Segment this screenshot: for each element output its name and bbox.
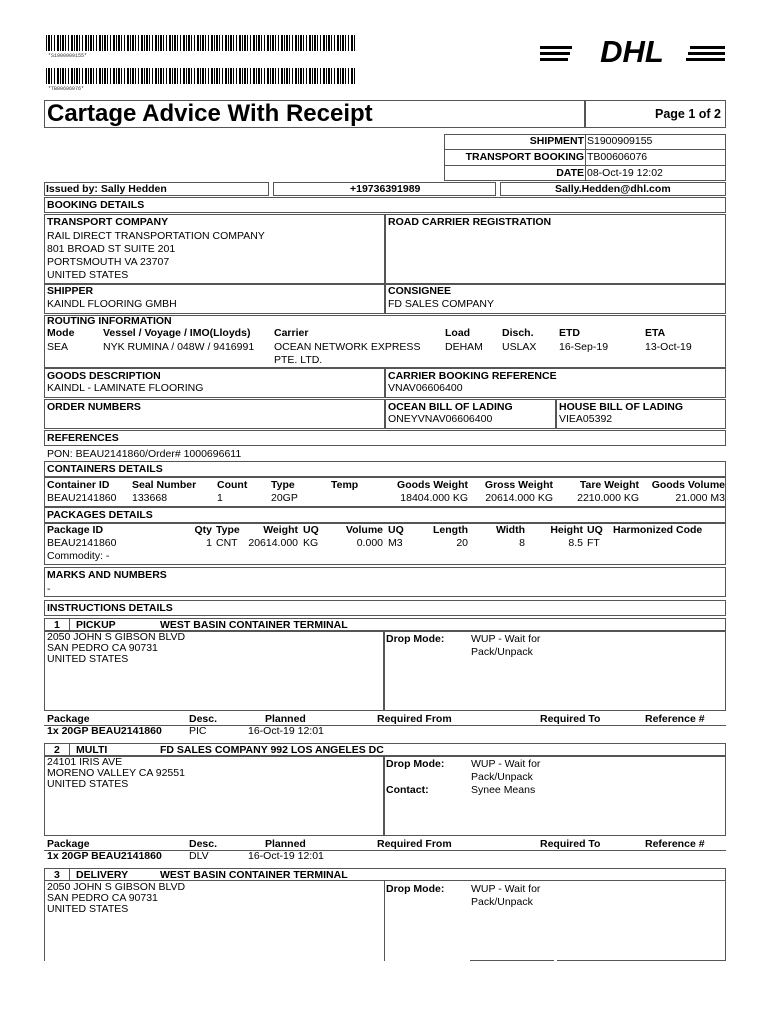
marks-label: MARKS AND NUMBERS: [47, 569, 167, 581]
instruction-2-pkg: 1x 20GP BEAU2141860: [47, 850, 162, 862]
instruction-3-addr-1: 2050 JOHN S GIBSON BLVD: [47, 881, 186, 893]
containers-tw: 2210.000 KG: [577, 492, 639, 504]
date-label: DATE: [556, 167, 584, 179]
packages-h-volume: Volume: [345, 524, 383, 536]
shipper-value: KAINDL FLOORING GMBH: [47, 298, 177, 310]
instruction-1-planned: 16-Oct-19 12:01: [248, 725, 324, 737]
barcode-booking: [46, 68, 356, 84]
instruction-2-contact-label: Contact:: [386, 784, 429, 796]
instruction-1-type: PICKUP: [76, 619, 116, 631]
instruction-2-drop-1: WUP - Wait for: [471, 758, 541, 770]
instruction-1-h-ref: Reference #: [645, 713, 705, 725]
dhl-logo: [540, 36, 725, 66]
instruction-1-header: [44, 618, 726, 631]
containers-gv: 21.000 M3: [675, 492, 725, 504]
instruction-2-number: 2: [54, 744, 60, 756]
packages-h-hc: Harmonized Code: [613, 524, 703, 536]
instruction-3-left-border: [44, 881, 45, 961]
date-value: 08-Oct-19 12:02: [587, 167, 663, 179]
instruction-2-drop-label: Drop Mode:: [386, 758, 445, 770]
packages-uq3: FT: [587, 537, 600, 549]
instruction-2-h-req-to: Required To: [540, 838, 601, 850]
instruction-3-addr-2: SAN PEDRO CA 90731: [47, 892, 158, 904]
packages-h-width: Width: [495, 524, 525, 536]
packages-h-height: Height: [550, 524, 583, 536]
instruction-1-drop-label: Drop Mode:: [386, 633, 445, 645]
containers-h-count: Count: [217, 479, 248, 491]
packages-h-qty: Qty: [194, 524, 212, 536]
routing-carrier-1: OCEAN NETWORK EXPRESS: [274, 341, 421, 353]
instruction-3-addr-3: UNITED STATES: [47, 903, 129, 915]
instruction-2-contact: Synee Means: [471, 784, 536, 796]
instructions-label: INSTRUCTIONS DETAILS: [47, 602, 173, 614]
email: Sally.Hedden@dhl.com: [555, 183, 671, 195]
routing-h-carrier: Carrier: [274, 327, 309, 339]
routing-etd: 16-Sep-19: [559, 341, 609, 353]
instruction-3-name: WEST BASIN CONTAINER TERMINAL: [160, 869, 348, 881]
consignee-value: FD SALES COMPANY: [388, 298, 494, 310]
instruction-3-header: [44, 868, 726, 881]
packages-volume: 0.000: [356, 537, 383, 549]
instruction-1-drop-2: Pack/Unpack: [471, 646, 533, 658]
packages-h-type: Type: [216, 524, 240, 536]
transport-company-label: TRANSPORT COMPANY: [47, 216, 169, 228]
transport-booking-label: TRANSPORT BOOKING: [465, 151, 584, 163]
instruction-3-divider: [384, 881, 385, 961]
instruction-2-drop-2: Pack/Unpack: [471, 771, 533, 783]
instruction-1-addr-1: 2050 JOHN S GIBSON BLVD: [47, 631, 186, 643]
packages-h-length: Length: [433, 524, 468, 536]
instruction-1-number: 1: [54, 619, 60, 631]
containers-h-grw: Gross Weight: [484, 479, 553, 491]
instruction-3-right-border: [725, 881, 726, 961]
order-numbers-label: ORDER NUMBERS: [47, 401, 141, 413]
containers-count: 1: [217, 492, 223, 504]
packages-commodity: Commodity: -: [47, 550, 110, 562]
ocean-bl-value: ONEYVNAV06606400: [388, 413, 493, 425]
containers-h-id: Container ID: [47, 479, 110, 491]
containers-type: 20GP: [271, 492, 298, 504]
containers-seal: 133668: [132, 492, 168, 504]
instruction-2-addr-1: 24101 IRIS AVE: [47, 756, 123, 768]
carrier-booking-value: VNAV06606400: [388, 382, 463, 394]
instruction-1-h-req-to: Required To: [540, 713, 601, 725]
transport-booking-value: TB00606076: [587, 151, 648, 163]
containers-h-gv: Goods Volume: [651, 479, 725, 491]
instruction-1-h-package: Package: [47, 713, 90, 725]
routing-h-vessel: Vessel / Voyage / IMO(Lloyds): [103, 327, 251, 339]
packages-h-uq: UQ: [303, 524, 319, 536]
containers-h-type: Type: [271, 479, 295, 491]
routing-vessel: NYK RUMINA / 048W / 9416991: [103, 341, 255, 353]
packages-h-uq2: UQ: [388, 524, 404, 536]
booking-details-label: BOOKING DETAILS: [47, 199, 145, 211]
packages-uq: KG: [303, 537, 319, 549]
svg-text:DHL: DHL: [600, 36, 664, 66]
packages-height: 8.5: [568, 537, 583, 549]
instruction-1-h-planned: Planned: [265, 713, 306, 725]
shipper-label: SHIPPER: [47, 285, 94, 297]
house-bl-label: HOUSE BILL OF LADING: [559, 401, 684, 413]
page-number: Page 1 of 2: [655, 107, 721, 121]
instruction-2-h-planned: Planned: [265, 838, 306, 850]
barcode-booking-text: *TB00606076*: [48, 86, 85, 92]
instruction-3-drop-label: Drop Mode:: [386, 883, 445, 895]
instruction-2-desc: DLV: [189, 850, 209, 862]
phone: +19736391989: [350, 183, 421, 195]
instruction-2-header: [44, 743, 726, 756]
shipment-value: S1900909155: [587, 135, 653, 147]
transport-company-line-1: RAIL DIRECT TRANSPORTATION COMPANY: [47, 230, 265, 242]
routing-eta: 13-Oct-19: [645, 341, 692, 353]
containers-id: BEAU2141860: [47, 492, 117, 504]
instruction-1-h-desc: Desc.: [189, 713, 218, 725]
instruction-2-h-ref: Reference #: [645, 838, 705, 850]
marks-value: -: [47, 583, 51, 595]
packages-type: CNT: [216, 537, 238, 549]
issued-by: Issued by: Sally Hedden: [46, 183, 167, 195]
instruction-2-h-package: Package: [47, 838, 90, 850]
instruction-1-drop-1: WUP - Wait for: [471, 633, 541, 645]
references-label: REFERENCES: [47, 432, 119, 444]
containers-grw: 20614.000 KG: [485, 492, 553, 504]
packages-id: BEAU2141860: [47, 537, 117, 549]
containers-h-temp: Temp: [331, 479, 359, 491]
barcode-shipment: [46, 35, 356, 51]
routing-h-disch: Disch.: [502, 327, 534, 339]
packages-width: 8: [519, 537, 525, 549]
routing-h-eta: ETA: [645, 327, 666, 339]
shipment-label: SHIPMENT: [529, 135, 584, 147]
references-box: [44, 430, 726, 446]
routing-h-mode: Mode: [47, 327, 75, 339]
instruction-1-desc: PIC: [189, 725, 207, 737]
booking-details-header: [44, 197, 726, 213]
routing-label: ROUTING INFORMATION: [47, 315, 172, 327]
instruction-1-name: WEST BASIN CONTAINER TERMINAL: [160, 619, 348, 631]
goods-label: GOODS DESCRIPTION: [47, 370, 161, 382]
instruction-3-drop-1: WUP - Wait for: [471, 883, 541, 895]
instruction-2-type: MULTI: [76, 744, 108, 756]
instruction-1-addr-2: SAN PEDRO CA 90731: [47, 642, 158, 654]
routing-carrier-2: PTE. LTD.: [274, 354, 323, 366]
routing-disch: USLAX: [502, 341, 537, 353]
instruction-2-addr-3: UNITED STATES: [47, 778, 129, 790]
instruction-2-name: FD SALES COMPANY 992 LOS ANGELES DC: [160, 744, 384, 756]
containers-label: CONTAINERS DETAILS: [47, 463, 163, 475]
road-carrier-label: ROAD CARRIER REGISTRATION: [388, 216, 552, 228]
packages-h-id: Package ID: [47, 524, 104, 536]
packages-weight: 20614.000: [248, 537, 298, 549]
ocean-bl-label: OCEAN BILL OF LADING: [388, 401, 513, 413]
page-title: Cartage Advice With Receipt: [47, 100, 373, 127]
carrier-booking-label: CARRIER BOOKING REFERENCE: [388, 370, 557, 382]
containers-h-seal: Seal Number: [132, 479, 197, 491]
packages-h-uq3: UQ: [587, 524, 603, 536]
instruction-1-pkg: 1x 20GP BEAU2141860: [47, 725, 162, 737]
barcode-shipment-text: *S1900909155*: [48, 53, 88, 59]
instruction-2-h-req-from: Required From: [377, 838, 452, 850]
transport-company-line-4: UNITED STATES: [47, 269, 129, 281]
packages-label: PACKAGES DETAILS: [47, 509, 153, 521]
containers-gw: 18404.000 KG: [400, 492, 468, 504]
instruction-1-addr-3: UNITED STATES: [47, 653, 129, 665]
routing-h-load: Load: [445, 327, 471, 339]
instruction-2-planned: 16-Oct-19 12:01: [248, 850, 324, 862]
containers-h-gw: Goods Weight: [397, 479, 468, 491]
instruction-2-h-desc: Desc.: [189, 838, 218, 850]
packages-uq2: M3: [388, 537, 403, 549]
references-value: PON: BEAU2141860/Order# 1000696611: [47, 448, 242, 460]
instruction-3-number: 3: [54, 869, 60, 881]
packages-length: 20: [456, 537, 468, 549]
packages-h-weight: Weight: [263, 524, 298, 536]
transport-company-line-3: PORTSMOUTH VA 23707: [47, 256, 170, 268]
routing-load: DEHAM: [445, 341, 483, 353]
instruction-2-addr-2: MORENO VALLEY CA 92551: [47, 767, 185, 779]
transport-company-line-2: 801 BROAD ST SUITE 201: [47, 243, 176, 255]
containers-h-tw: Tare Weight: [579, 479, 639, 491]
goods-value: KAINDL - LAMINATE FLOORING: [47, 382, 204, 394]
routing-mode: SEA: [47, 341, 69, 353]
house-bl-value: VIEA05392: [559, 413, 613, 425]
instruction-3-drop-2: Pack/Unpack: [471, 896, 533, 908]
routing-h-etd: ETD: [559, 327, 580, 339]
packages-qty: 1: [206, 537, 212, 549]
consignee-label: CONSIGNEE: [388, 285, 452, 297]
instruction-3-type: DELIVERY: [76, 869, 129, 881]
instruction-1-h-req-from: Required From: [377, 713, 452, 725]
